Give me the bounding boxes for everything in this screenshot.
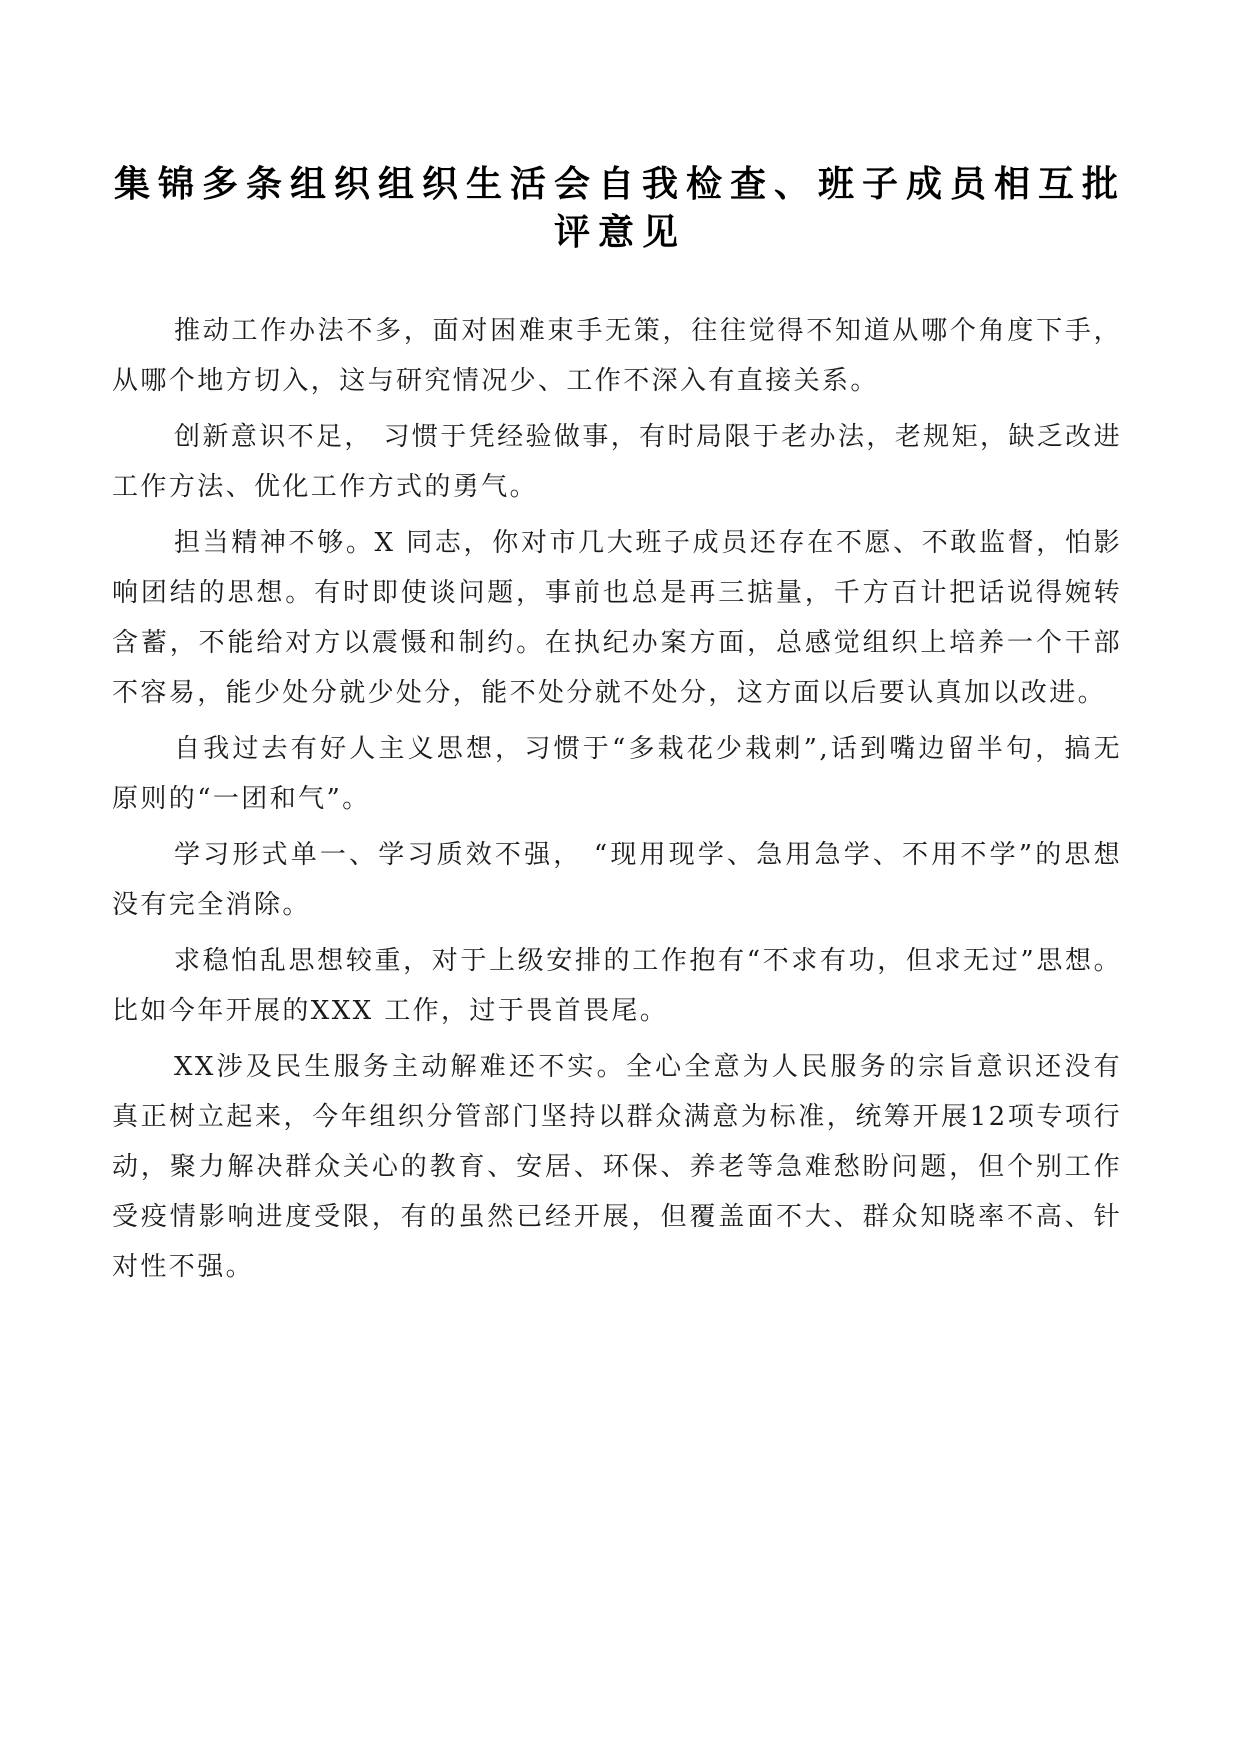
paragraph: 自我过去有好人主义思想，习惯于“多栽花少栽刺”,话到嘴边留半句，搞无原则的“一团和气”。	[112, 734, 1122, 814]
paragraph: 求稳怕乱思想较重，对于上级安排的工作抱有“不求有功，但求无过”思想。比如今年开展的XXX 工作，过于畏首畏尾。	[112, 946, 1122, 1026]
paragraph: 推动工作办法不多，面对困难束手无策，往往觉得不知道从哪个角度下手，从哪个地方切入，这与研究情况少、工作不深入有直接关系。	[112, 316, 1122, 396]
document-body	[112, 306, 1122, 1298]
paragraph: 创新意识不足， 习惯于凭经验做事，有时局限于老办法，老规矩，缺乏改进工作方法、优化工作方式的勇气。	[112, 422, 1122, 502]
paragraph: 学习形式单一、学习质效不强， “现用现学、急用急学、不用不学”的思想没有完全消除。	[112, 840, 1122, 920]
paragraph: XX涉及民生服务主动解难还不实。全心全意为人民服务的宗旨意识还没有真正树立起来，今年组织分管部门坚持以群众满意为标准，统筹开展12项专项行动，聚力解决群众关心的教育、安居、环保、养老等急难愁盼问题，但个别工作受疫情影响进度受限，有的虽然已经开展，但覆盖面不大、群众知晓率不高、针对性不强。	[112, 1052, 1122, 1282]
document-title: 集锦多条组织组织生活会自我检查、班子成员相互批评意见	[113, 163, 1126, 253]
paragraph: 担当精神不够。X 同志，你对市几大班子成员还存在不愿、不敢监督，怕影响团结的思想。有时即使谈问题，事前也总是再三掂量，千方百计把话说得婉转含蓄，不能给对方以震慑和制约。在执纪办案方面，总感觉组织上培养一个干部不容易，能少处分就少处分，能不处分就不处分，这方面以后要认真加以改进。	[112, 528, 1122, 708]
